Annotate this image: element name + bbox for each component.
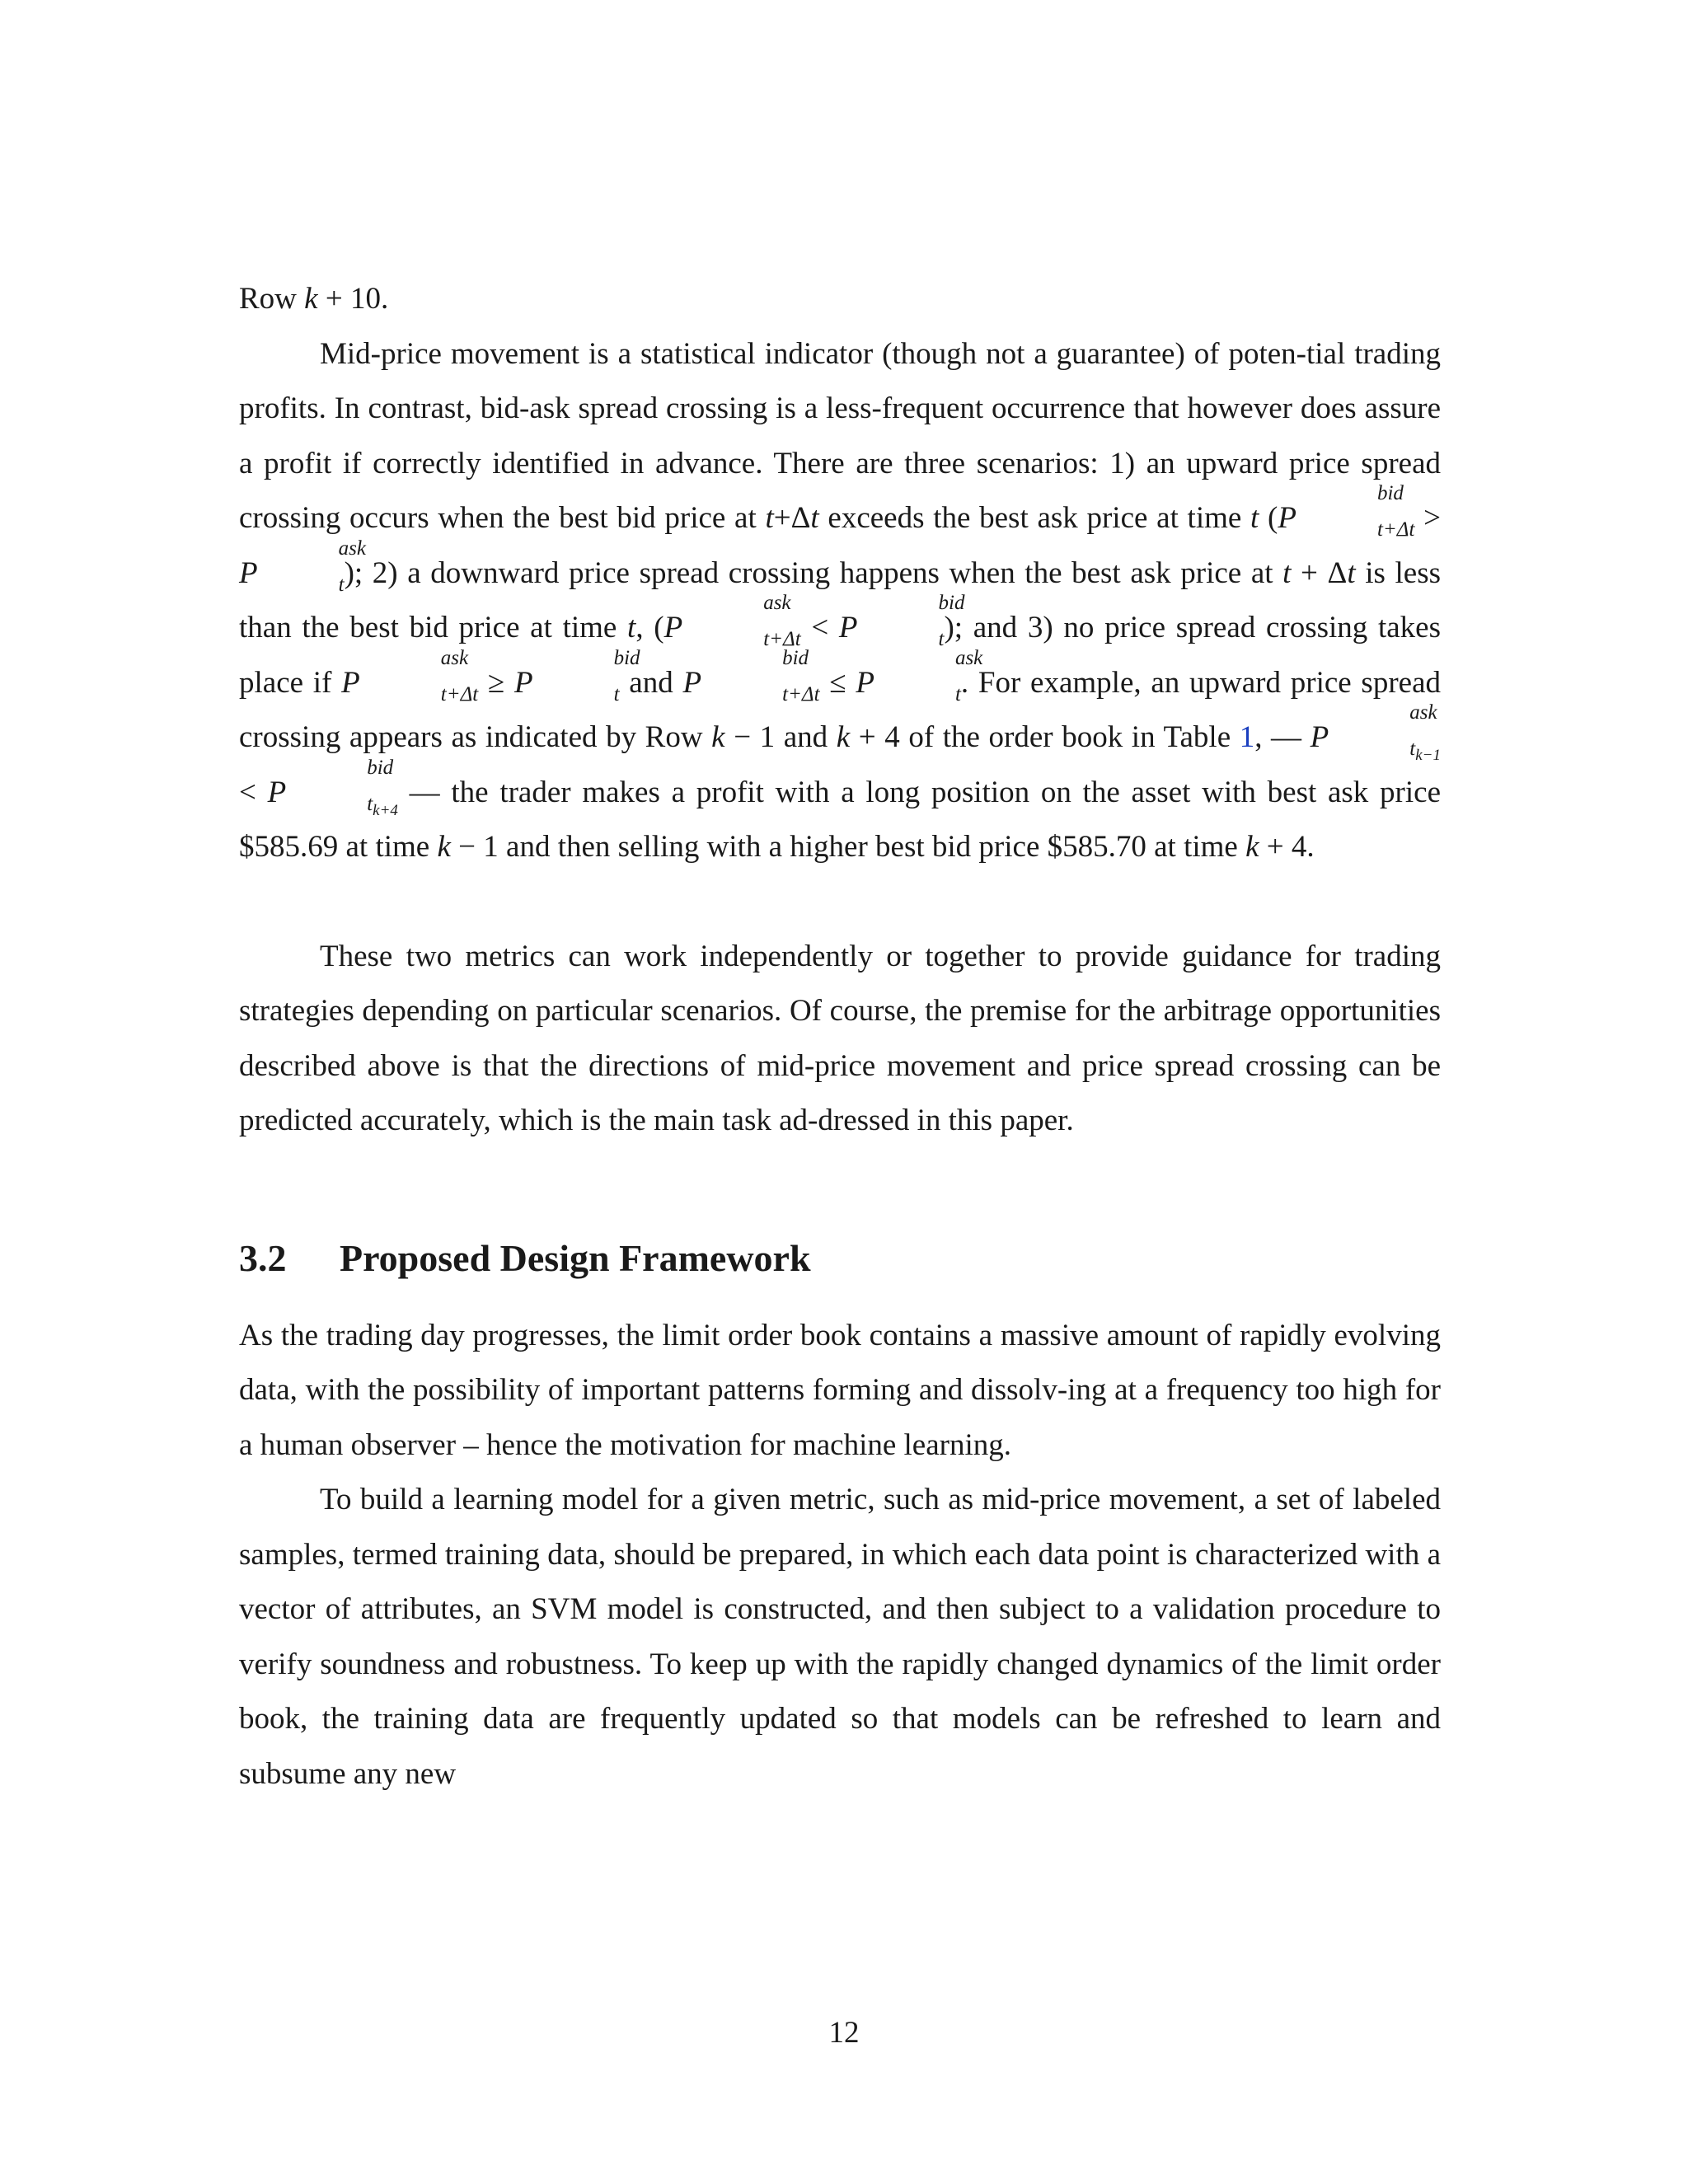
paragraph-spread-crossing: Mid-price movement is a statistical indicator (though not a guarantee) of poten-tial trading profits. In contrast, bid-ask spread crossing is a less-frequent occurrence that however does assure a profit if correctly identified in advance. There are three scenarios: 1) an upward price spread crossing occurs when the best bid price at t+Δt exceeds the best ask price at time t (P bid $_{t+\Delta t}$ > P ask $_t$); 2) a downward price spread crossing happens when the best ask price at t + Δt is less than the best bid price at time t, (P ask $_{t+\Delta t}$ < P bid $_t$); and 3) no price spread crossing takes place if P ask $_{t+\Delta t}$ ≥ P bid $_t$ and P bid $_{t+\Delta t}$ ≤ P ask $_t$. For example, an upward price spread crossing appears as indicated by Row k − 1 and k + 4 of the order book in Table 1, — P ask $_{t_{k-1}}$ < P bid $_{t_{k+4}}$ — the trader makes a profit with a long position on the asset with best ask price $585.69 at time k − 1 and then selling with a higher best bid price $585.70 at time k + 4. [239, 336, 1442, 864]
section-title: Proposed Design Framework [340, 1236, 811, 1279]
page-number: 12 [828, 2016, 860, 2050]
paragraph-spacer [239, 875, 1441, 930]
paragraph-framework-intro: As the trading day progresses, the limit order book contains a massive amount of rapidly evolving data, with the possibility of important patterns forming and dissolv-ing at a frequency too high for a human observer – hence the motivation for machine learning. [239, 1318, 1441, 1462]
section-number: 3.2 [239, 1236, 287, 1279]
paragraph-row-continuation: Row k + 10. [239, 282, 389, 316]
table-reference-link[interactable]: 1 [1239, 720, 1255, 754]
paragraph-metrics: These two metrics can work independently or together to provide guidance for trading strategies depending on particular scenarios. Of course, the premise for the arbitrage opportunities described above is that the directions of mid-price movement and price spread crossing can be predicted accurately, which is the main task ad-dressed in this paper. [239, 939, 1441, 1137]
section-spacer [239, 1149, 1441, 1231]
section-heading [239, 1231, 1441, 1286]
text-column [239, 272, 1441, 1802]
paragraph-learning-model: To build a learning model for a given metric, such as mid-price movement, a set of labeled samples, termed training data, should be prepared, in which each data point is characterized with a vector of attributes, an SVM model is constructed, and then subject to a validation procedure to verify soundness and robustness. To keep up with the rapidly changed dynamics of the limit order book, the training data are frequently updated so that models can be refreshed to learn and subsume any new [239, 1483, 1441, 1791]
